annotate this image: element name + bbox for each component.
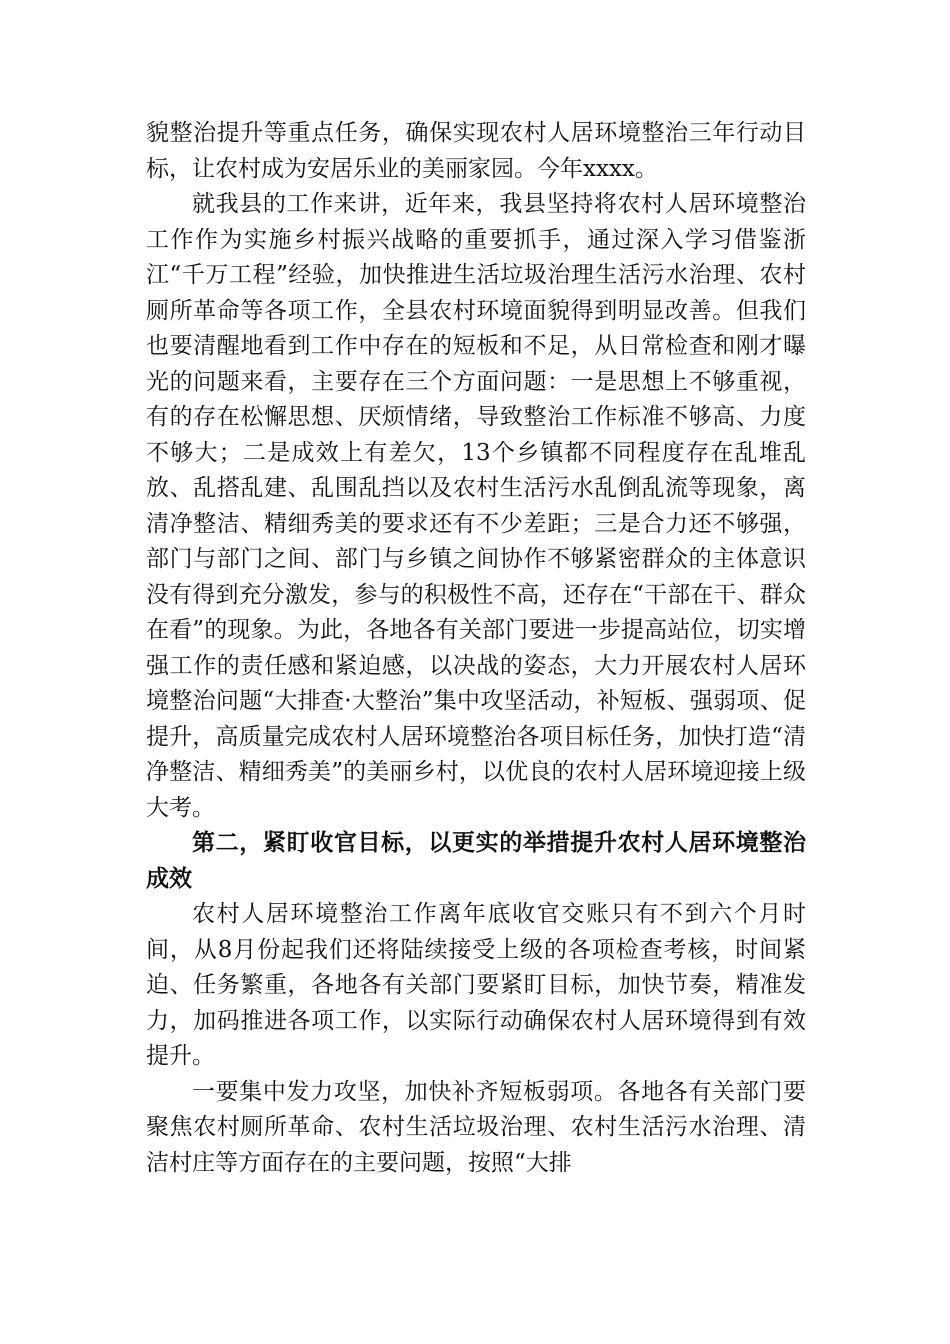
section-heading-second: 第二，紧盯收官目标，以更实的举措提升农村人居环境整治成效 <box>146 830 806 892</box>
paragraph-first-task: 一要集中发力攻坚，加快补齐短板弱项。各地各有关部门要聚焦农村厕所革命、农村生活垃圾治理、农村生活污水治理、清洁村庄等方面存在的主要问题，按照“大排 <box>146 1078 806 1176</box>
document-body <box>146 116 806 1181</box>
paragraph-deadline: 农村人居环境整治工作离年底收官交账只有不到六个月时间，从8月份起我们还将陆续接受上级的各项检查考核，时间紧迫、任务繁重，各地各有关部门要紧盯目标，加快节奏，精准发力，加码推进各项工作，以实际行动确保农村人居环境得到有效提升。 <box>146 901 806 1069</box>
paragraph-continued: 貌整治提升等重点任务，确保实现农村人居环境整治三年行动目标，让农村成为安居乐业的美丽家园。今年xxxx。 <box>146 120 806 182</box>
paragraph-county-work: 就我县的工作来讲，近年来，我县坚持将农村人居环境整治工作作为实施乡村振兴战略的重要抓手，通过深入学习借鉴浙江“千万工程”经验，加快推进生活垃圾治理生活污水治理、农村厕所革命等各项工作，全县农村环境面貌得到明显改善。但我们也要清醒地看到工作中存在的短板和不足，从日常检查和刚才曝光的问题来看，主要存在三个方面问题：一是思想上不够重视，有的存在松懈思想、厌烦情绪，导致整治工作标准不够高、力度不够大；二是成效上有差欠，13个乡镇都不同程度存在乱堆乱放、乱搭乱建、乱围乱挡以及农村生活污水乱倒乱流等现象，离清净整洁、精细秀美的要求还有不少差距；三是合力还不够强，部门与部门之间、部门与乡镇之间协作不够紧密群众的主体意识没有得到充分激发，参与的积极性不高，还存在“干部在干、群众在看”的现象。为此，各地各有关部门要进一步提高站位，切实增强工作的责任感和紧迫感，以决战的姿态，大力开展农村人居环境整治问题“大排查·大整治”集中攻坚活动，补短板、强弱项、促提升，高质量完成农村人居环境整治各项目标任务，加快打造“清净整洁、精细秀美”的美丽乡村，以优良的农村人居环境迎接上级大考。 <box>146 191 806 821</box>
